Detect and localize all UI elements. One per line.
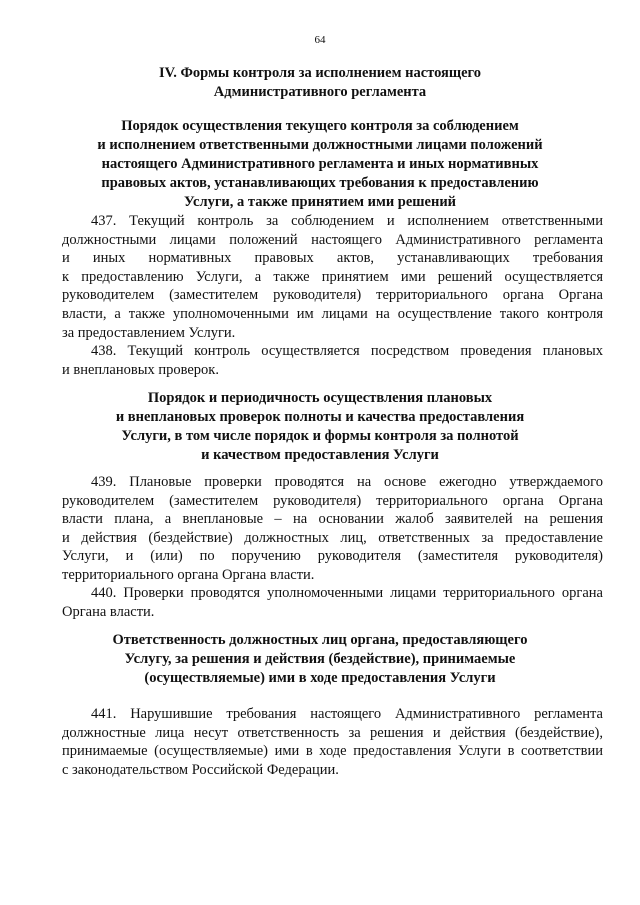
heading-line: Порядок осуществления текущего контроля за соблюдением	[121, 118, 519, 134]
text-line: должностные лица несут ответственность за решения и действия (бездействие),	[62, 724, 603, 741]
heading-line: и исполнением ответственными должностными лицами положений	[97, 137, 543, 153]
heading-line: Административного регламента	[213, 84, 427, 100]
paragraph-437	[62, 212, 603, 342]
heading-line: IV. Формы контроля за исполнением настоящего	[158, 65, 482, 81]
subheading-inspections	[40, 389, 600, 465]
text-line: власти плана, а внеплановые – на основании жалоб заявителей на решения	[62, 511, 603, 528]
heading-line: настоящего Административного регламента и иных нормативных	[101, 156, 539, 172]
heading-line: Услуги, в том числе порядок и формы контроля за полнотой	[121, 428, 519, 444]
text-line: с законодательством Российской Федерации.	[62, 761, 339, 778]
section-title	[40, 64, 600, 102]
heading-line: и внеплановых проверок полноты и качества предоставления	[115, 409, 525, 425]
text-line: должностными лицами положений настоящего Административного регламента	[62, 231, 603, 248]
subheading-current-control	[40, 117, 600, 212]
text-line: 441. Нарушившие требования настоящего Административного регламента	[91, 706, 603, 722]
text-line: власти, а также уполномоченными им лицами на осуществление такого контроля	[62, 305, 603, 322]
text-line: 439. Плановые проверки проводятся на основе ежегодно утверждаемого	[91, 474, 603, 490]
paragraph-440	[62, 584, 603, 621]
text-line: и иных нормативных правовых актов, устанавливающих требования	[62, 250, 603, 267]
text-line: к предоставлению Услуги, а также принятием ими решений осуществляется	[62, 268, 603, 285]
text-line: и внеплановых проверок.	[62, 361, 219, 378]
text-line: руководителем (заместителем руководителя) территориального органа Органа	[62, 287, 603, 304]
heading-line: (осуществляемые) ими в ходе предоставления Услуги	[144, 670, 496, 686]
text-line: территориального органа Органа власти.	[62, 566, 315, 583]
heading-line: Ответственность должностных лиц органа, предоставляющего	[112, 632, 528, 648]
heading-line: и качеством предоставления Услуги	[201, 447, 439, 463]
heading-line: правовых актов, устанавливающих требования к предоставлению	[101, 175, 539, 191]
paragraph-441	[62, 705, 603, 779]
text-line: принимаемые (осуществляемые) ими в ходе предоставления Услуги в соответствии	[62, 743, 603, 760]
heading-line: Услугу, за решения и действия (бездействие), принимаемые	[124, 651, 516, 667]
paragraph-438	[62, 342, 603, 379]
text-line: руководителем (заместителем руководителя) территориального органа Органа	[62, 492, 603, 509]
subheading-responsibility	[40, 631, 600, 688]
heading-line: Порядок и периодичность осуществления плановых	[147, 390, 493, 406]
text-line: 438. Текущий контроль осуществляется посредством проведения плановых	[91, 343, 603, 359]
heading-line: Услуги, а также принятием ими решений	[183, 194, 457, 210]
text-line: и действия (бездействие) должностных лиц, ответственных за предоставление	[62, 529, 603, 546]
text-line: 437. Текущий контроль за соблюдением и исполнением ответственными	[91, 213, 603, 229]
text-line: 440. Проверки проводятся уполномоченными лицами территориального органа	[91, 585, 603, 601]
text-line: за предоставлением Услуги.	[62, 324, 236, 341]
text-line: Услуги, и (или) по поручению руководителя (заместителя руководителя)	[62, 548, 603, 565]
paragraph-439	[62, 473, 603, 585]
page-number: 64	[314, 34, 326, 46]
text-line: Органа власти.	[62, 603, 155, 620]
